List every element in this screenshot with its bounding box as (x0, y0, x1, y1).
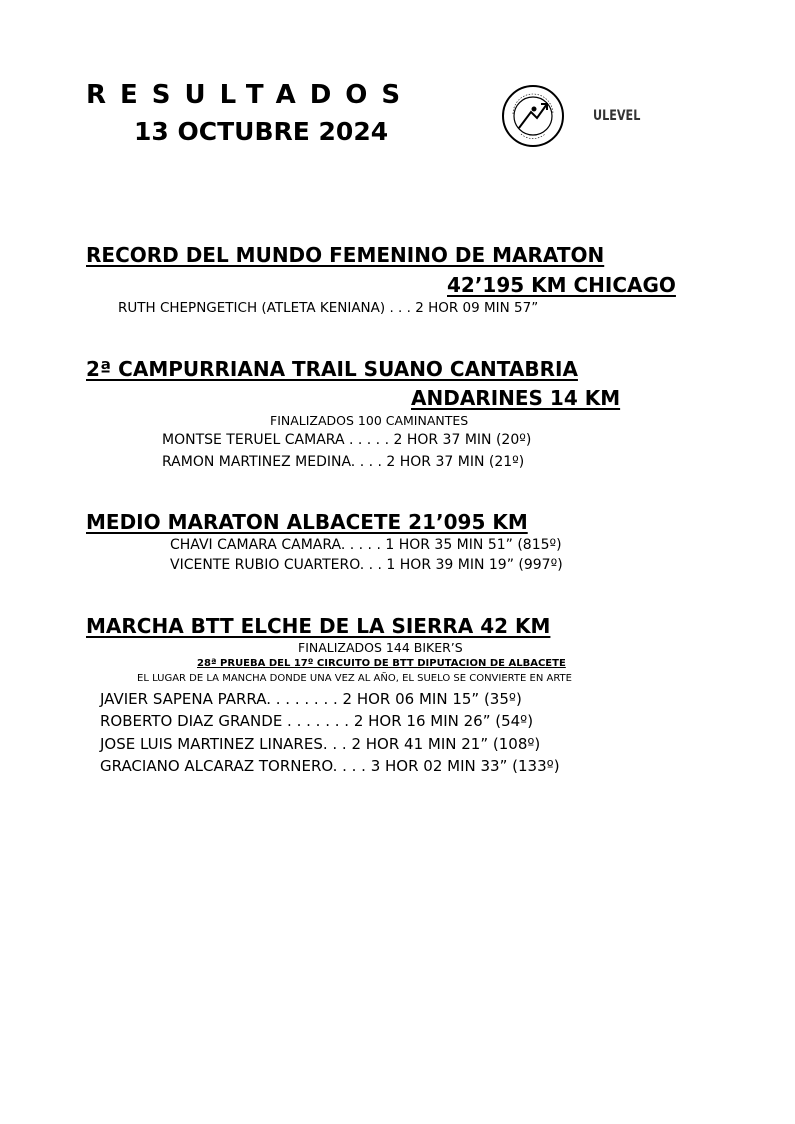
result-line: ROBERTO DIAZ GRANDE . . . . . . . 2 HOR 16 MIN 26” (54º) (100, 712, 534, 730)
section-note: FINALIZADOS 144 BIKER’S (298, 640, 463, 655)
section-title: RECORD DEL MUNDO FEMENINO DE MARATON (86, 243, 605, 267)
section-title: MARCHA BTT ELCHE DE LA SIERRA 42 KM (86, 614, 551, 638)
section-title: MEDIO MARATON ALBACETE 21’095 KM (86, 510, 528, 534)
result-line: VICENTE RUBIO CUARTERO. . . 1 HOR 39 MIN 19” (997º) (170, 557, 563, 573)
result-line: RUTH CHEPNGETICH (ATLETA KENIANA) . . . 2 HOR 09 MIN 57” (118, 300, 539, 316)
result-line: JOSE LUIS MARTINEZ LINARES. . . 2 HOR 41 MIN 21” (108º) (100, 735, 541, 753)
result-line: CHAVI CAMARA CAMARA. . . . . 1 HOR 35 MIN 51” (815º) (170, 537, 562, 553)
section-note: FINALIZADOS 100 CAMINANTES (270, 413, 469, 428)
section-subtitle: ANDARINES 14 KM (411, 386, 621, 410)
page-title: RESULTADOS (86, 80, 415, 110)
section-note-3: EL LUGAR DE LA MANCHA DONDE UNA VEZ AL AÑO, EL SUELO SE CONVIERTE EN ARTE (137, 673, 572, 684)
result-line: GRACIANO ALCARAZ TORNERO. . . . 3 HOR 02 MIN 33” (133º) (100, 757, 560, 775)
result-line: MONTSE TERUEL CAMARA . . . . . 2 HOR 37 MIN (20º) (162, 432, 532, 448)
section-title: 2ª CAMPURRIANA TRAIL SUANO CANTABRIA (86, 357, 578, 381)
page-date: 13 OCTUBRE 2024 (134, 117, 389, 146)
club-logo (501, 84, 565, 148)
result-line: RAMON MARTINEZ MEDINA. . . . 2 HOR 37 MIN (21º) (162, 454, 525, 470)
section-subtitle: 42’195 KM CHICAGO (447, 273, 676, 297)
section-note-2: 28ª PRUEBA DEL 17º CIRCUITO DE BTT DIPUTACION DE ALBACETE (197, 658, 566, 669)
result-line: JAVIER SAPENA PARRA. . . . . . . . 2 HOR 06 MIN 15” (35º) (100, 690, 522, 708)
sponsor-logo: ULEVEL (593, 108, 641, 124)
